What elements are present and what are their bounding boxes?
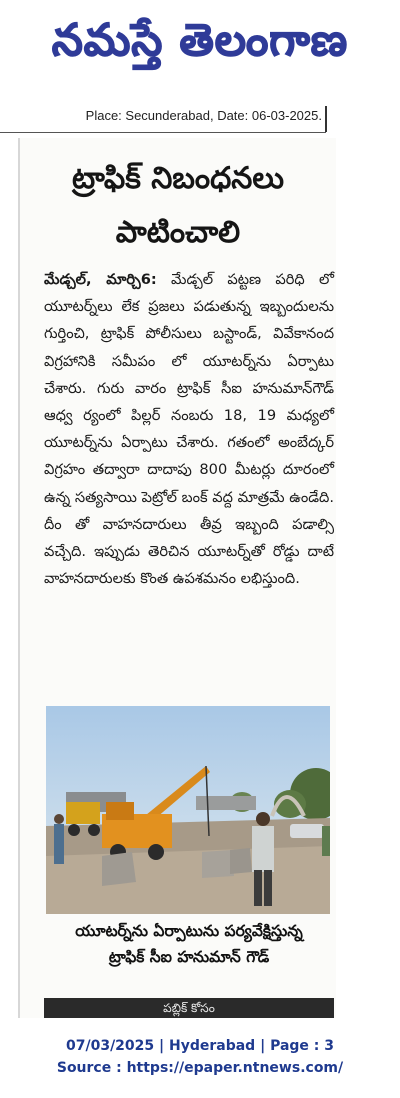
footer-info: 07/03/2025 | Hyderabad | Page : 3 — [65, 1038, 335, 1054]
article-body — [44, 266, 334, 592]
clipping-edge — [18, 138, 20, 1018]
newspaper-logo: నమస్తే తెలంగాణ — [51, 15, 349, 66]
news-photo — [46, 706, 330, 914]
caption-line-1: యూటర్న్‌ను ఏర్పాటును పర్యవేక్షిస్తున్న — [75, 922, 303, 940]
headline-line-1: ట్రాఫిక్ నిబంధనలు — [72, 161, 284, 196]
caption-line-2: ట్రాఫిక్ సీఐ హనుమాన్ గౌడ్ — [108, 948, 270, 966]
crane-road-photo — [46, 706, 330, 914]
divider — [325, 106, 327, 132]
footer-source[interactable]: Source : https://epaper.ntnews.com/ — [56, 1060, 344, 1076]
photo-caption — [44, 918, 334, 970]
headline — [28, 152, 328, 260]
next-article-heading: పబ్లిక్ కోసం — [44, 998, 334, 1018]
headline-line-2: పాటించాలి — [115, 215, 241, 250]
dateline: మేడ్చల్, మార్చి6: — [44, 271, 157, 288]
place-date-bar — [0, 104, 326, 133]
article-text: మేడ్చల్ పట్టణ పరిధి లో యూటర్న్‌లు లేక ప్రజలు పడుతున్న ఇబ్బందులను గుర్తించి, ట్రాఫిక్ పోలీసులు బస్టాండ్, వివేకానంద విగ్రహానికి సమీపం లో యూటర్న్‌ను ఏర్పాటు చేశారు. గురు వారం ట్రాఫిక్ సీఐ హనుమాన్‌గౌడ్ ఆధ్వ ర్యంలో పిల్లర్ నంబరు 18, 19 మధ్యలో యూటర్న్‌ను ఏర్పాటు చేశారు. గతంలో అంబేద్కర్ విగ్రహం తద్వారా దాదాపు 800 మీటర్లు దూరంలో ఉన్న సత్యసాయి పెట్రోల్ బంక్ వద్ద మాత్రమే ఉండేది. దీం తో వాహనదారులు తీవ్ర ఇబ్బంది పడాల్సి వచ్చేది. ఇప్పుడు తెరిచిన యూటర్న్‌తో రోడ్డు దాటే వాహనదారులకు కొంత ఉపశమనం లభిస్తుంది. — [44, 271, 335, 588]
masthead — [0, 0, 400, 82]
place-date: Place: Secunderabad, Date: 06-03-2025. — [85, 108, 322, 123]
